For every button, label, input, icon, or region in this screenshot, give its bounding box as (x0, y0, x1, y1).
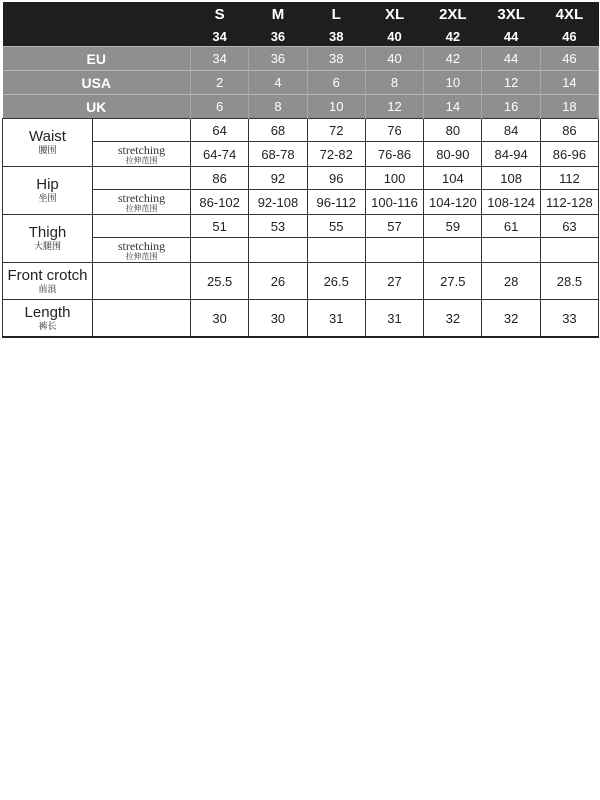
label-cn: 腰围 (38, 146, 57, 156)
region-row-uk (3, 95, 599, 119)
region-value: 8 (365, 71, 423, 95)
region-value: 46 (540, 47, 598, 71)
measure-cell: 64 (191, 119, 249, 142)
stretch-cell: 96-112 (307, 190, 365, 215)
length-row (3, 300, 599, 338)
size-label: L (307, 2, 365, 27)
stretch-cell: 104-120 (424, 190, 482, 215)
size-label: M (249, 2, 307, 27)
region-value: 12 (482, 71, 540, 95)
region-value: 36 (249, 47, 307, 71)
measure-cell: 30 (191, 300, 249, 338)
size-number: 36 (249, 27, 307, 47)
measure-cell: 61 (482, 215, 540, 238)
stretch-cell-empty (540, 238, 598, 263)
measure-cell: 55 (307, 215, 365, 238)
stretch-cell: 108-124 (482, 190, 540, 215)
region-value: 6 (307, 71, 365, 95)
label-cn: 大腿围 (33, 242, 61, 252)
region-value: 38 (307, 47, 365, 71)
measure-cell: 30 (249, 300, 307, 338)
region-value: 14 (540, 71, 598, 95)
label-en: Length (24, 303, 71, 321)
measure-cell: 31 (365, 300, 423, 338)
measure-cell: 96 (307, 167, 365, 190)
region-value: 14 (424, 95, 482, 119)
size-number: 38 (307, 27, 365, 47)
label-cn: 坐围 (38, 194, 57, 204)
stretch-cell-empty (249, 238, 307, 263)
size-number: 46 (540, 27, 598, 47)
region-value: 40 (365, 47, 423, 71)
region-value: 18 (540, 95, 598, 119)
measure-cell: 72 (307, 119, 365, 142)
front-crotch-label (3, 263, 93, 300)
stretch-cell-empty (482, 238, 540, 263)
measure-cell: 25.5 (191, 263, 249, 300)
stretch-label (93, 142, 191, 167)
size-number: 40 (365, 27, 423, 47)
measure-cell: 33 (540, 300, 598, 338)
stretch-label (93, 238, 191, 263)
measure-cell: 51 (191, 215, 249, 238)
measure-cell: 68 (249, 119, 307, 142)
front-crotch-row (3, 263, 599, 300)
waist-stretch-row (3, 142, 599, 167)
measure-cell: 26.5 (307, 263, 365, 300)
measure-cell: 28.5 (540, 263, 598, 300)
header-corner (3, 2, 191, 27)
sub-label-empty (93, 167, 191, 190)
size-number-row (3, 27, 599, 47)
measure-cell: 57 (365, 215, 423, 238)
sub-label-empty (93, 119, 191, 142)
label-en: Waist (29, 128, 66, 145)
size-label: 4XL (540, 2, 598, 27)
size-number: 42 (424, 27, 482, 47)
region-value: 16 (482, 95, 540, 119)
measure-cell: 32 (482, 300, 540, 338)
stretch-label-cn: 拉伸范围 (125, 251, 158, 261)
region-row-usa (3, 71, 599, 95)
measure-cell: 84 (482, 119, 540, 142)
measure-cell: 80 (424, 119, 482, 142)
hip-row (3, 167, 599, 190)
stretch-cell-empty (307, 238, 365, 263)
region-label: USA (3, 71, 191, 95)
stretch-cell: 92-108 (249, 190, 307, 215)
size-label: XL (365, 2, 423, 27)
thigh-label (3, 215, 93, 263)
measure-cell: 112 (540, 167, 598, 190)
stretch-cell: 76-86 (365, 142, 423, 167)
region-value: 44 (482, 47, 540, 71)
stretch-cell: 64-74 (191, 142, 249, 167)
label-cn: 裤长 (38, 321, 57, 332)
header-corner (3, 27, 191, 47)
region-value: 12 (365, 95, 423, 119)
region-value: 2 (191, 71, 249, 95)
length-label (3, 300, 93, 338)
stretch-label-en: stretching (117, 190, 166, 205)
thigh-stretch-row (3, 238, 599, 263)
measure-cell: 53 (249, 215, 307, 238)
sub-label-empty (93, 215, 191, 238)
size-label: S (191, 2, 249, 27)
measure-cell: 32 (424, 300, 482, 338)
stretch-cell: 80-90 (424, 142, 482, 167)
sub-label-empty (93, 263, 191, 300)
region-value: 10 (424, 71, 482, 95)
waist-row (3, 119, 599, 142)
region-label: EU (3, 47, 191, 71)
region-value: 6 (191, 95, 249, 119)
stretch-cell-empty (191, 238, 249, 263)
size-number: 34 (191, 27, 249, 47)
size-label: 3XL (482, 2, 540, 27)
stretch-cell: 86-96 (540, 142, 598, 167)
measure-cell: 86 (191, 167, 249, 190)
measure-cell: 28 (482, 263, 540, 300)
region-row-eu (3, 47, 599, 71)
stretch-label-en: stretching (117, 238, 166, 253)
label-en: Hip (36, 176, 59, 193)
size-label: 2XL (424, 2, 482, 27)
stretch-cell: 86-102 (191, 190, 249, 215)
stretch-label-cn: 拉伸范围 (125, 203, 158, 213)
stretch-cell: 72-82 (307, 142, 365, 167)
measure-cell: 26 (249, 263, 307, 300)
stretch-cell: 84-94 (482, 142, 540, 167)
waist-label (3, 119, 93, 167)
stretch-label (93, 190, 191, 215)
measure-cell: 27 (365, 263, 423, 300)
thigh-row (3, 215, 599, 238)
measure-cell: 100 (365, 167, 423, 190)
label-en: Thigh (28, 224, 67, 241)
size-chart-table (2, 2, 599, 338)
size-header-row (3, 2, 599, 27)
label-en: Front crotch (7, 266, 88, 284)
stretch-cell-empty (365, 238, 423, 263)
size-number: 44 (482, 27, 540, 47)
region-value: 34 (191, 47, 249, 71)
measure-cell: 108 (482, 167, 540, 190)
sub-label-empty (93, 300, 191, 338)
stretch-label-cn: 拉伸范围 (125, 155, 158, 165)
region-value: 4 (249, 71, 307, 95)
stretch-cell-empty (424, 238, 482, 263)
measure-cell: 92 (249, 167, 307, 190)
stretch-cell: 68-78 (249, 142, 307, 167)
measure-cell: 104 (424, 167, 482, 190)
measure-cell: 63 (540, 215, 598, 238)
measure-cell: 27.5 (424, 263, 482, 300)
measure-cell: 76 (365, 119, 423, 142)
hip-stretch-row (3, 190, 599, 215)
region-label: UK (3, 95, 191, 119)
stretch-label-en: stretching (117, 142, 166, 157)
stretch-cell: 112-128 (540, 190, 598, 215)
region-value: 42 (424, 47, 482, 71)
hip-label (3, 167, 93, 215)
measure-cell: 31 (307, 300, 365, 338)
region-value: 10 (307, 95, 365, 119)
stretch-cell: 100-116 (365, 190, 423, 215)
measure-cell: 59 (424, 215, 482, 238)
region-value: 8 (249, 95, 307, 119)
measure-cell: 86 (540, 119, 598, 142)
label-cn: 前浪 (38, 284, 57, 295)
